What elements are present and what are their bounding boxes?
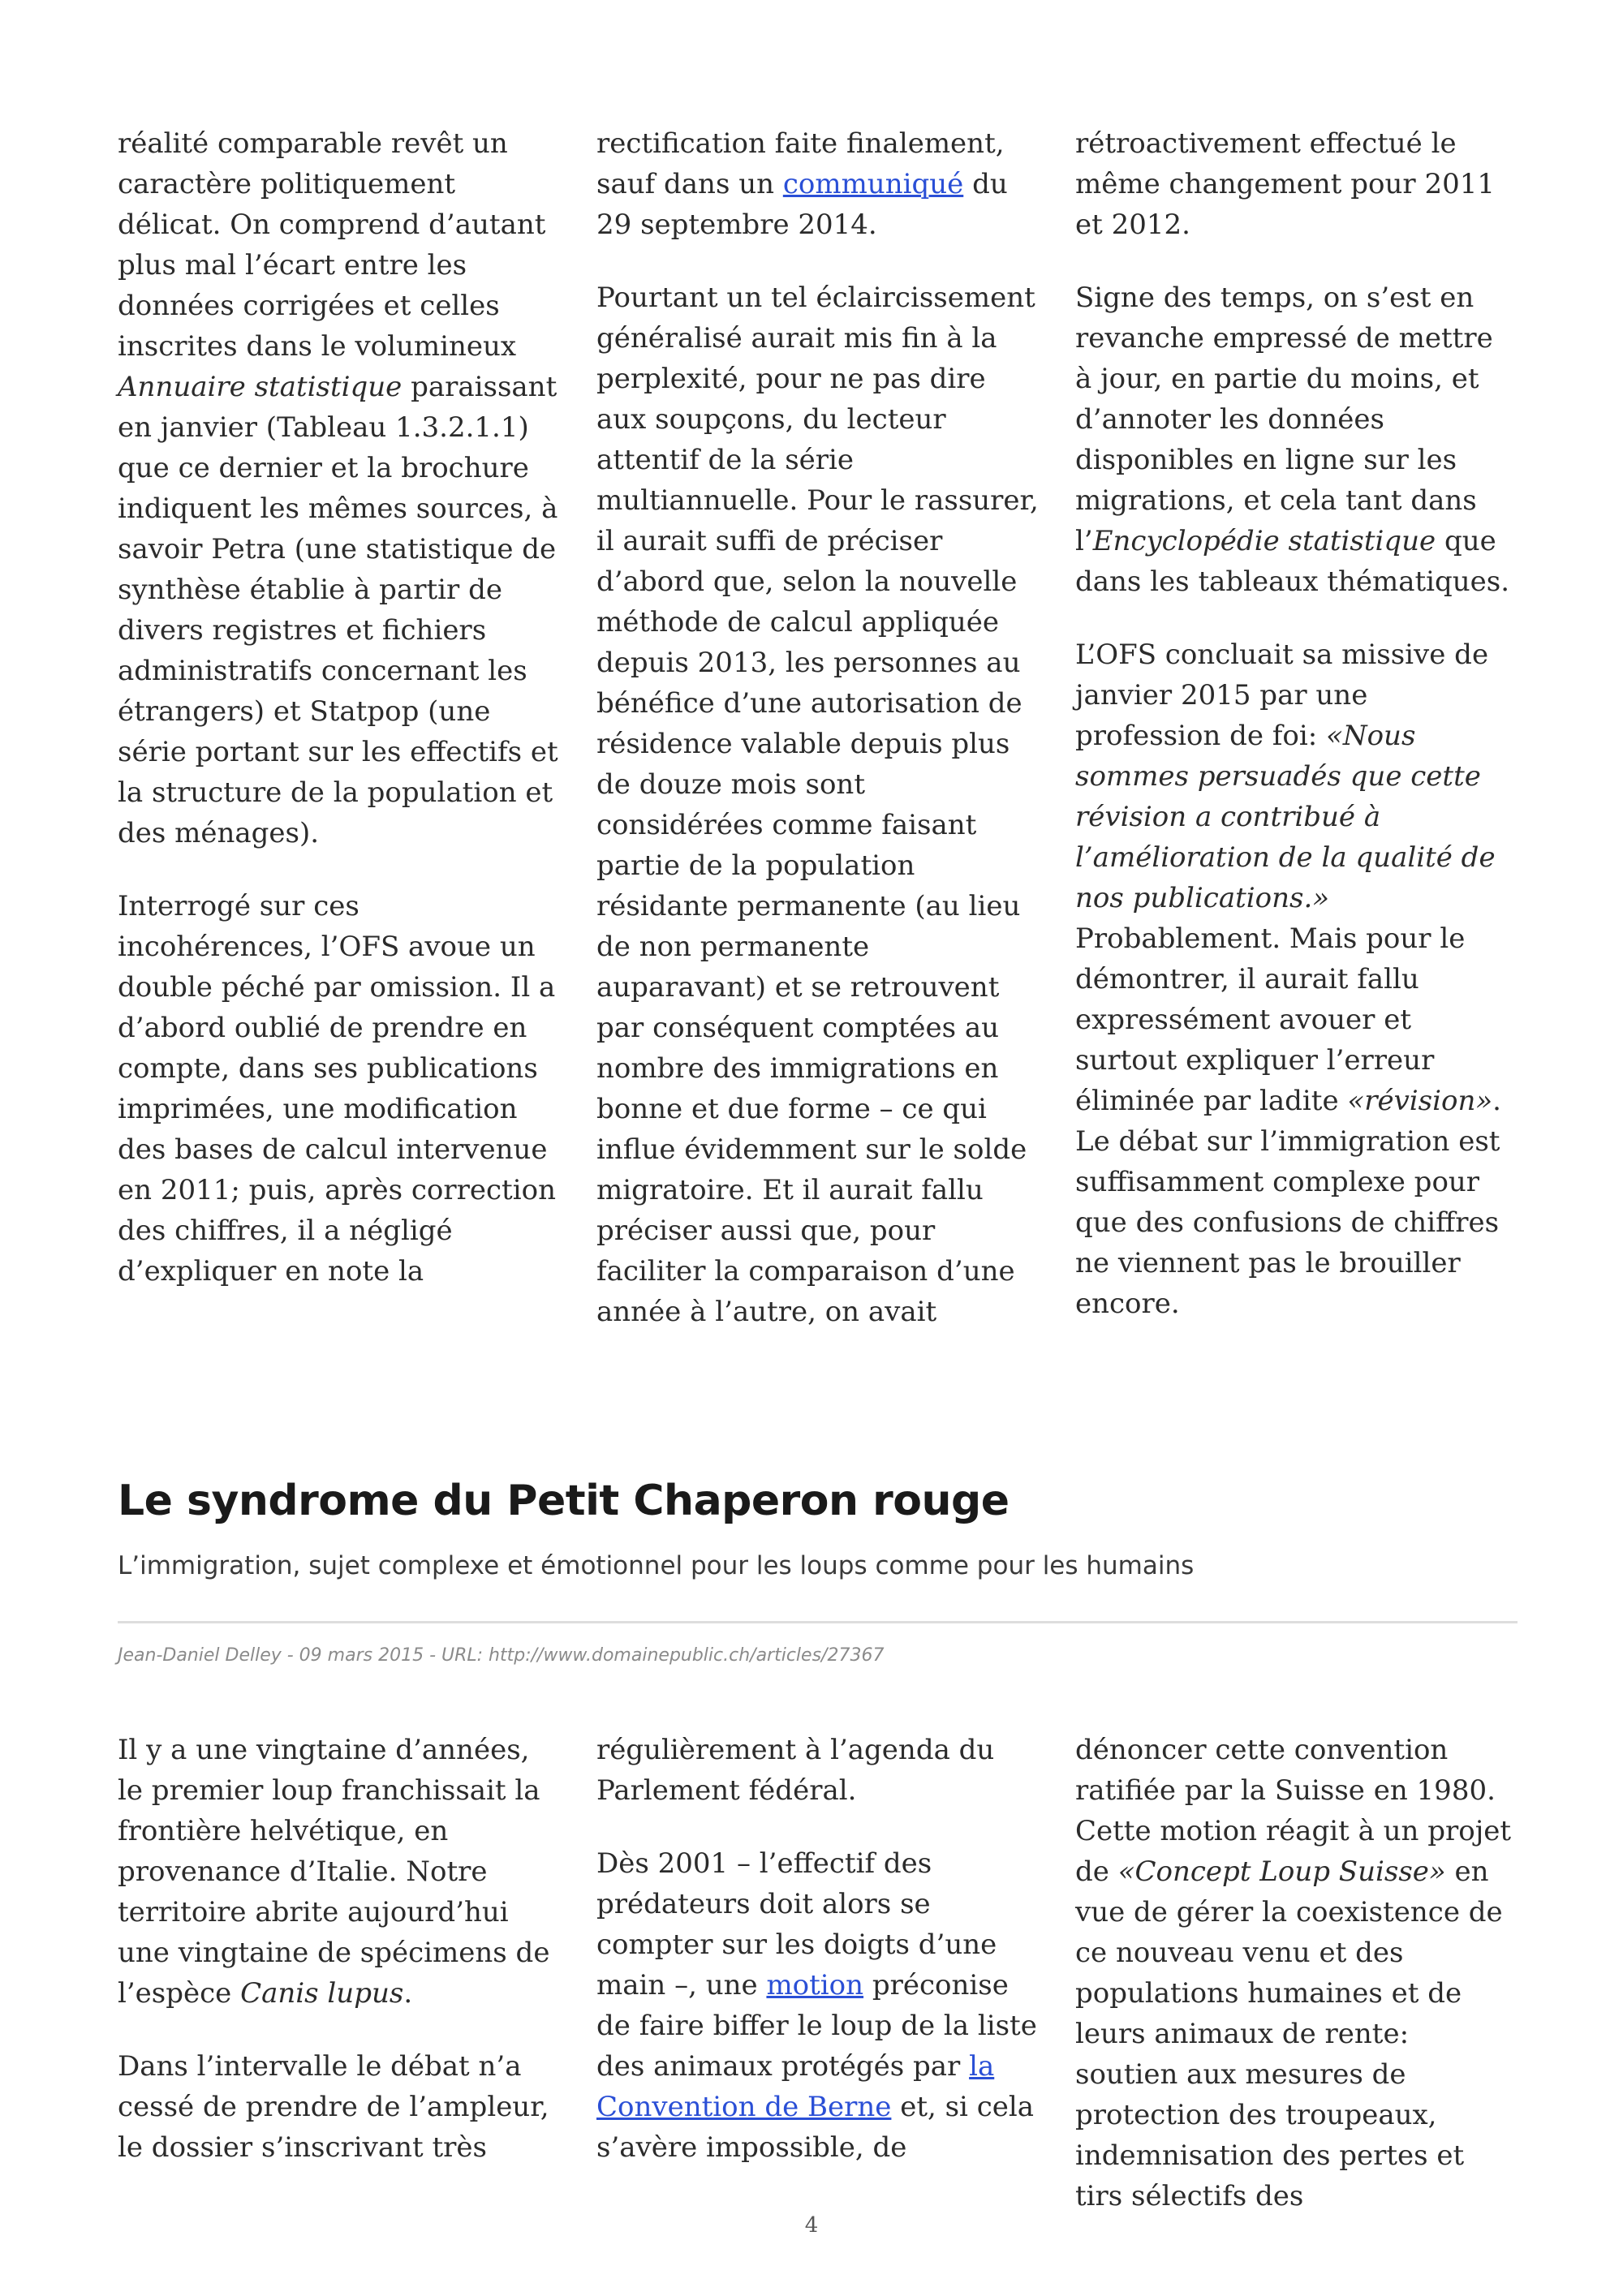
text-column-1 (118, 123, 560, 1332)
text-column-1 (118, 1730, 560, 2216)
species-name: Canis lupus (240, 1977, 404, 2010)
article-title: Le syndrome du Petit Chaperon rouge (118, 1477, 1010, 1525)
text-column-2 (596, 123, 1039, 1332)
paragraph: Dans l’intervalle le débat n’a cessé de prendre de l’ampleur, le dossier s’inscrivant très (118, 2050, 549, 2164)
paragraph: Signe des temps, on s’est en revanche empressé de mettre à jour, en partie du moins, et d’annoter les données disponibles en ligne sur les migrations, et cela tant dans l’Encyclopédie statistique que dans les tableaux thématiques. (1075, 282, 1510, 598)
quotation: «Nous sommes persuadés que cette révision a contribué à l’amélioration de la qualité de nos publications.» (1075, 720, 1496, 914)
paragraph: Dès 2001 – l’effectif des prédateurs doit alors se compter sur les doigts d’une main –, une motion préconise de faire biffer le loup de la liste des animaux protégés par la Convention de Berne et, si cela s’avère impossible, de (596, 1847, 1037, 2164)
paragraph: rétroactivement effectué le même changement pour 2011 et 2012. (1075, 127, 1495, 241)
motion-link[interactable]: motion (766, 1969, 864, 2001)
quotation: «Concept Loup Suisse» (1117, 1855, 1446, 1888)
paragraph: réalité comparable revêt un caractère politiquement délicat. On comprend d’autant plus mal l’écart entre les données corrigées et celles inscrites dans le volumineux Annuaire statistique paraissant en janvier (Tableau 1.3.2.1.1) que ce dernier et la brochure indiquent les mêmes sources, à savoir Petra (une statistique de synthèse établie à partir de divers registres et fichiers administratifs concernant les étrangers) et Statpop (une série portant sur les effectifs et la structure de la population et des ménages). (118, 127, 558, 849)
paragraph: Il y a une vingtaine d’années, le premier loup franchissait la frontière helvétique, en provenance d’Italie. Notre territoire abrite aujourd’hui une vingtaine de spécimens de l’espèce Canis lupus. (118, 1734, 550, 2010)
paragraph: L’OFS concluait sa missive de janvier 2015 par une profession de foi: «Nous sommes persuadés que cette révision a contribué à l’amélioration de la qualité de nos publications.» Probablement. Mais pour le démontrer, il aurait fallu expressément avouer et surtout expliquer l’erreur éliminée par ladite «révision». Le débat sur l’immigration est suffisamment complexe pour que des confusions de chiffres ne viennent pas le brouiller encore. (1075, 638, 1501, 1320)
convention-de-berne-link[interactable]: la Convention de Berne (596, 2050, 995, 2123)
paragraph: rectification faite finalement, sauf dans un communiqué du 29 septembre 2014. (596, 127, 1008, 241)
text-column-2 (596, 1730, 1039, 2216)
text-column-3 (1075, 1730, 1518, 2216)
article-body (118, 1730, 1518, 2216)
publication-title: Encyclopédie statistique (1092, 525, 1436, 557)
publication-title: Annuaire statistique (118, 371, 403, 403)
quotation: «révision» (1347, 1085, 1493, 1117)
paragraph: Pourtant un tel éclaircissement généralisé aurait mis fin à la perplexité, pour ne pas dire aux soupçons, du lecteur attentif de la série multiannuelle. Pour le rassurer, il aurait suffi de préciser d’abord que, selon la nouvelle méthode de calcul appliquée depuis 2013, les personnes au bénéfice d’une autorisation de résidence valable depuis plus de douze mois sont considérées comme faisant partie de la population résidante permanente (au lieu de non permanente auparavant) et se retrouvent par conséquent comptées au nombre des immigrations en bonne et due forme – ce qui influe évidemment sur le solde migratoire. Et il aurait fallu préciser aussi que, pour faciliter la comparaison d’une année à l’autre, on avait (596, 282, 1039, 1328)
article-subtitle: L’immigration, sujet complexe et émotionnel pour les loups comme pour les humains (118, 1551, 1195, 1580)
paragraph: dénoncer cette convention ratifiée par la Suisse en 1980. Cette motion réagit à un projet de «Concept Loup Suisse» en vue de gérer la coexistence de ce nouveau venu et des populations humaines et de leurs animaux de rente: soutien aux mesures de protection des troupeaux, indemnisation des pertes et tirs sélectifs des (1075, 1734, 1512, 2212)
article-byline: Jean-Daniel Delley - 09 mars 2015 - URL: http://www.domainepublic.ch/articles/27367 (118, 1645, 885, 1666)
paragraph: régulièrement à l’agenda du Parlement fédéral. (596, 1734, 995, 1807)
divider (118, 1621, 1518, 1623)
continued-article (118, 123, 1518, 1332)
page-number: 4 (804, 2213, 819, 2238)
paragraph: Interrogé sur ces incohérences, l’OFS avoue un double péché par omission. Il a d’abord oublié de prendre en compte, dans ses publications imprimées, une modification des bases de calcul intervenue en 2011; puis, après correction des chiffres, il a négligé d’expliquer en note la (118, 890, 556, 1288)
text-column-3 (1075, 123, 1518, 1332)
communique-link[interactable]: communiqué (782, 168, 964, 200)
